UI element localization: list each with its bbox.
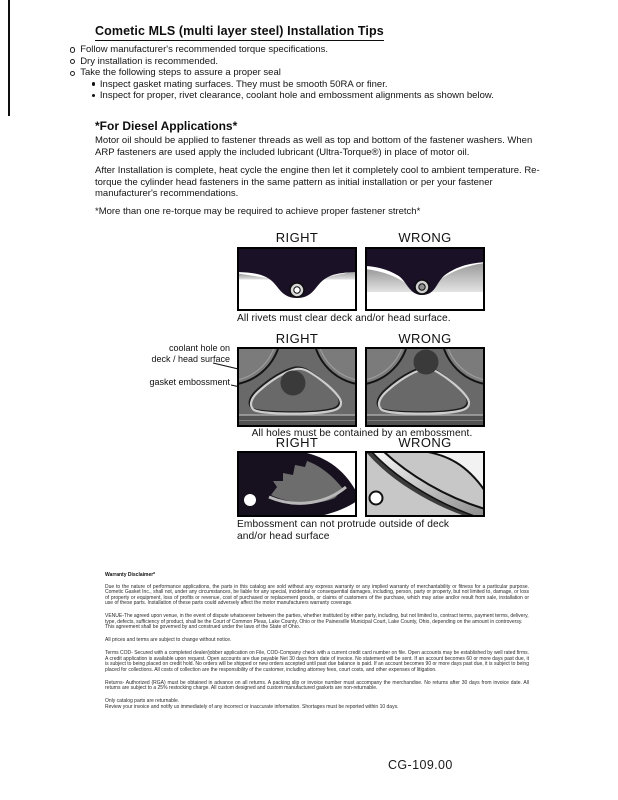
coolant-hole-label: coolant hole on deck / head surface [151,343,230,364]
row3-caption: Embossment can not protrude outside of deck and/or head surface [237,519,450,542]
row2-caption: All holes must be contained by an embossment. [251,428,473,439]
coolant-hole [414,350,439,375]
retorque-note: *More than one re-torque may be required to achieve proper fastener stretch* [95,206,421,217]
bolt-hole [244,494,256,506]
right-label: RIGHT [275,331,319,346]
dot-bullet-icon [92,94,95,97]
wrong-label: WRONG [398,331,452,346]
coolant-hole [281,371,306,396]
rivet-clearance-wrong-diagram [365,247,485,311]
diesel-paragraph: After Installation is complete, heat cycle the engine then let it completely cool to ambient temperature. Re-torque the cylinder head fasteners in the same pattern as initial installation or per your fastener manufacturer's recommendations. [95,165,540,200]
hole-containment-right-diagram [237,347,357,427]
right-label: RIGHT [275,435,319,450]
installation-tips-list [70,44,540,102]
list-item [92,79,540,91]
disclaimer-paragraph: VENUE-The agreed upon venue, in the event of dispute whatsoever between the parties, whether instituted by either party, including, but not limited to, contract terms, payment terms, delivery, type, defects, sufficiency of product, shall be the Court of Common Pleas, Lake County, Ohio or the Painesville Municipal Court, Lake County, Ohio, depending on the amount in controversy. [105,613,529,625]
row1-caption: All rivets must clear deck and/or head surface. [237,313,451,324]
disclaimer-paragraph: Due to the nature of performance applications, the parts in this catalog are sold without any express warranty or any implied warranty of merchantability or fitness for a particular purpose. Cometic Gasket Inc., shall not, under any circumstances, be liable for any special, incidental or consequential damages, including, person, party or property, but not limited to, damage, or loss of property or equipment, loss of profits or revenue, cost of purchased or replacement goods, or claims of customers of the purchase, which may arise and/or result from sale, installation or use of these parts. Installation of these parts could adversely affect the motor manufacturers warranty coverage. [105,583,529,606]
list-item [70,56,540,68]
dot-bullet-icon [92,82,95,85]
list-item [70,67,540,79]
protrusion-right-diagram [237,451,357,517]
gasket-embossment-label: gasket embossment [149,377,230,387]
rivet-clearance-right-diagram [237,247,357,311]
circle-bullet-icon [70,47,75,52]
right-label: RIGHT [275,230,319,245]
disclaimer-paragraph: This agreement shall be governed by and construed under the laws of the State of Ohio. [105,624,301,630]
tip-text: Inspect for proper, rivet clearance, coolant hole and embossment alignments as shown below. [99,90,494,102]
circle-bullet-icon [70,59,75,64]
list-item [92,90,540,102]
diesel-applications-heading: *For Diesel Applications* [95,119,238,133]
disclaimer-paragraph: Terms COD- Secured with a completed dealer/jobber application on File, COD-Company check with a current credit card number on file. Open accounts may be established by well rated firms. A credit application is available upon request. Open accounts are due payable Net 30 days from date of invoice. No statement will be sent. If an account becomes 60 or more days past due, it is subject to being placed on credit hold. No orders will be shipped or new orders accepted until past due balance is paid. If an account becomes 90 or more days past due, it is subject to being placed for collections. All costs of collection are the responsibility of the customer, including attorney fees, court costs, and other expenses of litigation. [105,650,529,673]
protrusion-wrong-diagram [365,451,485,517]
wrong-label: WRONG [398,230,452,245]
hole-containment-wrong-diagram [365,347,485,427]
disclaimer-paragraph: Review your invoice and notify us immediately of any incorrect or inaccurate information. Shortages must be reported within 10 days. [105,703,399,710]
tip-text: Take the following steps to assure a proper seal [80,67,281,79]
warranty-disclaimer [105,573,529,718]
disclaimer-heading: Warranty Disclaimer* [105,572,156,578]
diesel-paragraph: Motor oil should be applied to fastener threads as well as top and bottom of the fastener washers. When ARP fasteners are used apply the included lubricant (Ultra-Torque®) in place of motor oil. [95,135,533,158]
document-number: CG-109.00 [388,758,453,772]
disclaimer-paragraph: Returns- Authorized (RGA) must be obtained in advance on all returns. A packing slip or invoice number must accompany the merchandise. No returns after 30 days from invoice date. All returns are subject to a 25% restocking charge. All custom designed and custom manufactured gaskets are non-returnable. [105,679,529,691]
bolt-hole [370,492,383,505]
wrong-label: WRONG [398,435,452,450]
tip-text: Follow manufacturer's recommended torque specifications. [80,44,329,55]
disclaimer-paragraph: Only catalog parts are returnable. [105,698,180,704]
tip-text: Dry installation is recommended. [80,55,218,67]
disclaimer-paragraph: All prices and terms are subject to change without notice. [105,637,232,643]
tip-text: Inspect gasket mating surfaces. They must be smooth 50RA or finer. [99,78,388,90]
list-item [70,44,540,56]
circle-bullet-icon [70,71,75,76]
page-title: Cometic MLS (multi layer steel) Installation Tips [95,24,384,41]
page-edge-line [8,0,10,116]
